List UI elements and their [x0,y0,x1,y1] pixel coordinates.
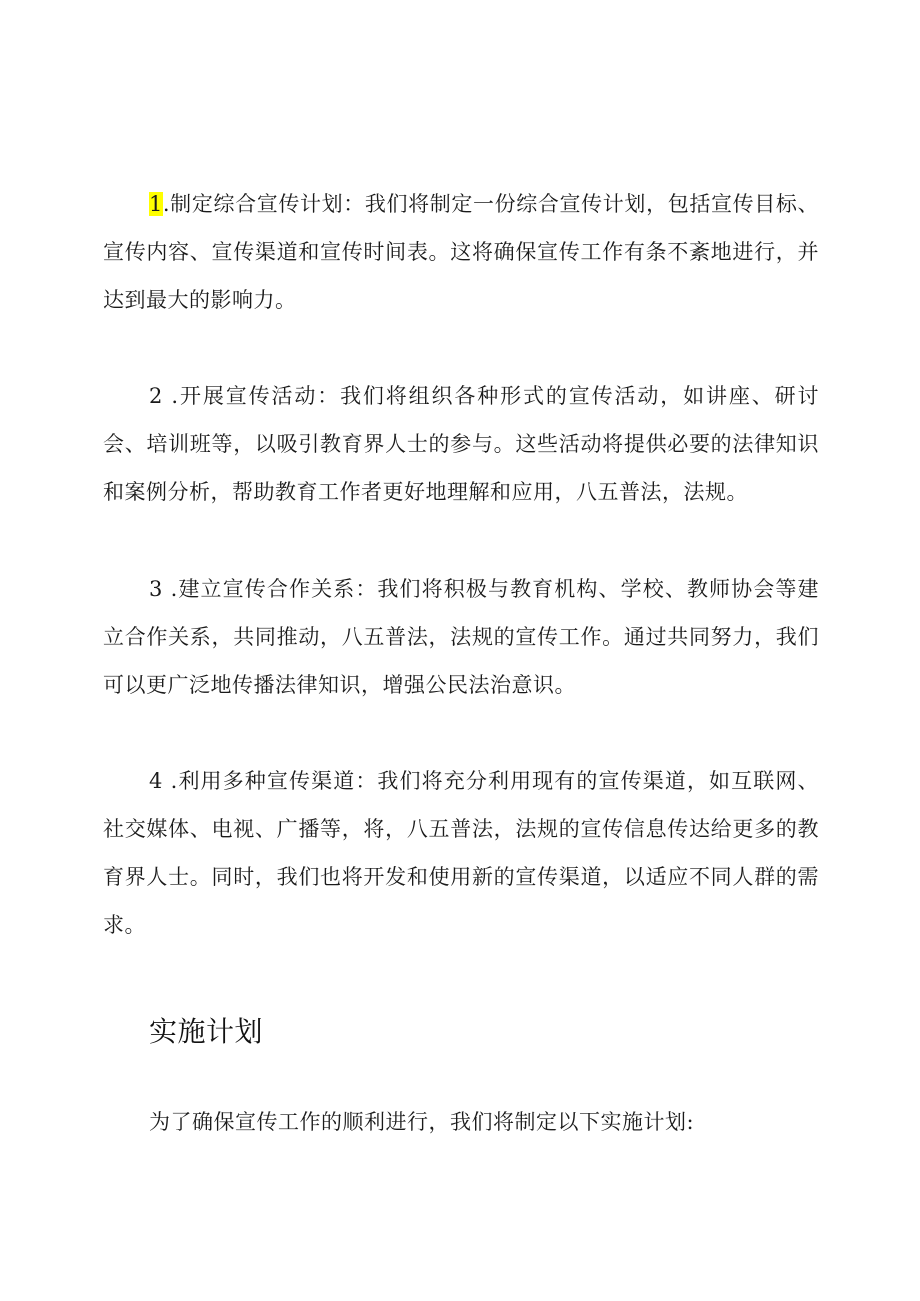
item-number-highlighted: 1 [149,192,163,216]
list-item-3 [103,565,819,709]
item-text: .制定综合宣传计划：我们将制定一份综合宣传计划，包括宣传目标、宣传内容、宣传渠道和宣传时间表。这将确保宣传工作有条不紊地进行，并达到最大的影响力。 [103,192,819,312]
item-text: .建立宣传合作关系：我们将积极与教育机构、学校、教师协会等建立合作关系，共同推动，八五普法，法规的宣传工作。通过共同努力，我们可以更广泛地传播法律知识，增强公民法治意识。 [103,577,819,697]
item-number: 2 [149,384,163,408]
item-number: 3 [149,577,163,601]
section-intro: 为了确保宣传工作的顺利进行，我们将制定以下实施计划: [149,1110,695,1134]
list-item-1 [103,180,819,324]
item-number: 4 [149,769,163,793]
list-item-2 [103,372,819,516]
list-item-4 [103,757,819,949]
item-text: .利用多种宣传渠道：我们将充分利用现有的宣传渠道，如互联网、社交媒体、电视、广播等，将，八五普法，法规的宣传信息传达给更多的教育界人士。同时，我们也将开发和使用新的宣传渠道，以适应不同人群的需求。 [103,769,819,937]
section-heading: 实施计划 [149,1015,264,1048]
item-text: .开展宣传活动：我们将组织各种形式的宣传活动，如讲座、研讨会、培训班等，以吸引教育界人士的参与。这些活动将提供必要的法律知识和案例分析，帮助教育工作者更好地理解和应用，八五普法，法规。 [103,384,819,504]
